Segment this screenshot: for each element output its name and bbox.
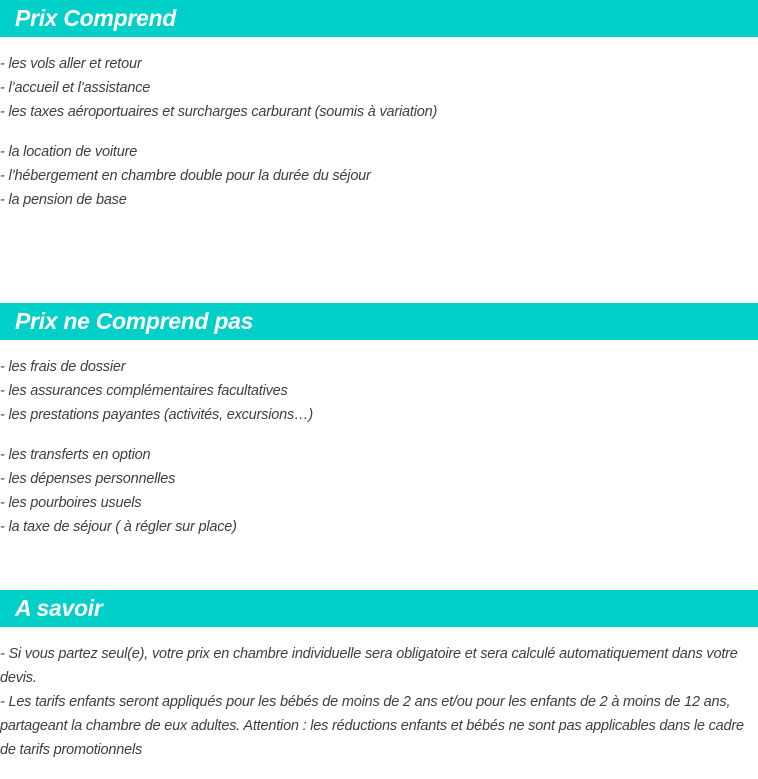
- notes-block: [0, 642, 758, 762]
- section-header-a-savoir: [0, 590, 758, 627]
- note-paragraph: - Si vous partez seul(e), votre prix en chambre individuelle sera obligatoire et sera calculé automatiquement dans votre devis.: [0, 646, 738, 686]
- list-item: - les transferts en option: [0, 447, 151, 463]
- section-title: A savoir: [15, 595, 103, 621]
- excluded-list: [0, 355, 758, 427]
- list-item: - l’accueil et l’assistance: [0, 80, 151, 96]
- included-list: [0, 52, 758, 124]
- list-item: - les taxes aéroportuaires et surcharges carburant (soumis à variation): [0, 104, 438, 120]
- list-item: - les prestations payantes (activités, excursions…): [0, 407, 313, 423]
- list-item: - les dépenses personnelles: [0, 471, 176, 487]
- section-title: Prix Comprend: [15, 5, 176, 31]
- list-item: - l’hébergement en chambre double pour la durée du séjour: [0, 168, 371, 184]
- list-item: - la location de voiture: [0, 144, 138, 160]
- included-list-2: [0, 140, 758, 212]
- list-item: - les assurances complémentaires facultatives: [0, 383, 288, 399]
- list-item: - la taxe de séjour ( à régler sur place): [0, 519, 237, 535]
- list-item: - les frais de dossier: [0, 359, 126, 375]
- note-paragraph: - Les tarifs enfants seront appliqués pour les bébés de moins de 2 ans et/ou pour les enfants de 2 à moins de 12 ans, partageant la chambre de eux adultes. Attention : les réductions enfants et bébés ne sont pas applicables dans le cadre de tarifs promotionnels: [0, 694, 744, 758]
- list-item: - les pourboires usuels: [0, 495, 142, 511]
- section-header-prix-comprend: [0, 0, 758, 37]
- excluded-list-2: [0, 443, 758, 539]
- section-title: Prix ne Comprend pas: [15, 308, 254, 334]
- section-header-prix-ne-comprend-pas: [0, 303, 758, 340]
- list-item: - les vols aller et retour: [0, 56, 142, 72]
- list-item: - la pension de base: [0, 192, 127, 208]
